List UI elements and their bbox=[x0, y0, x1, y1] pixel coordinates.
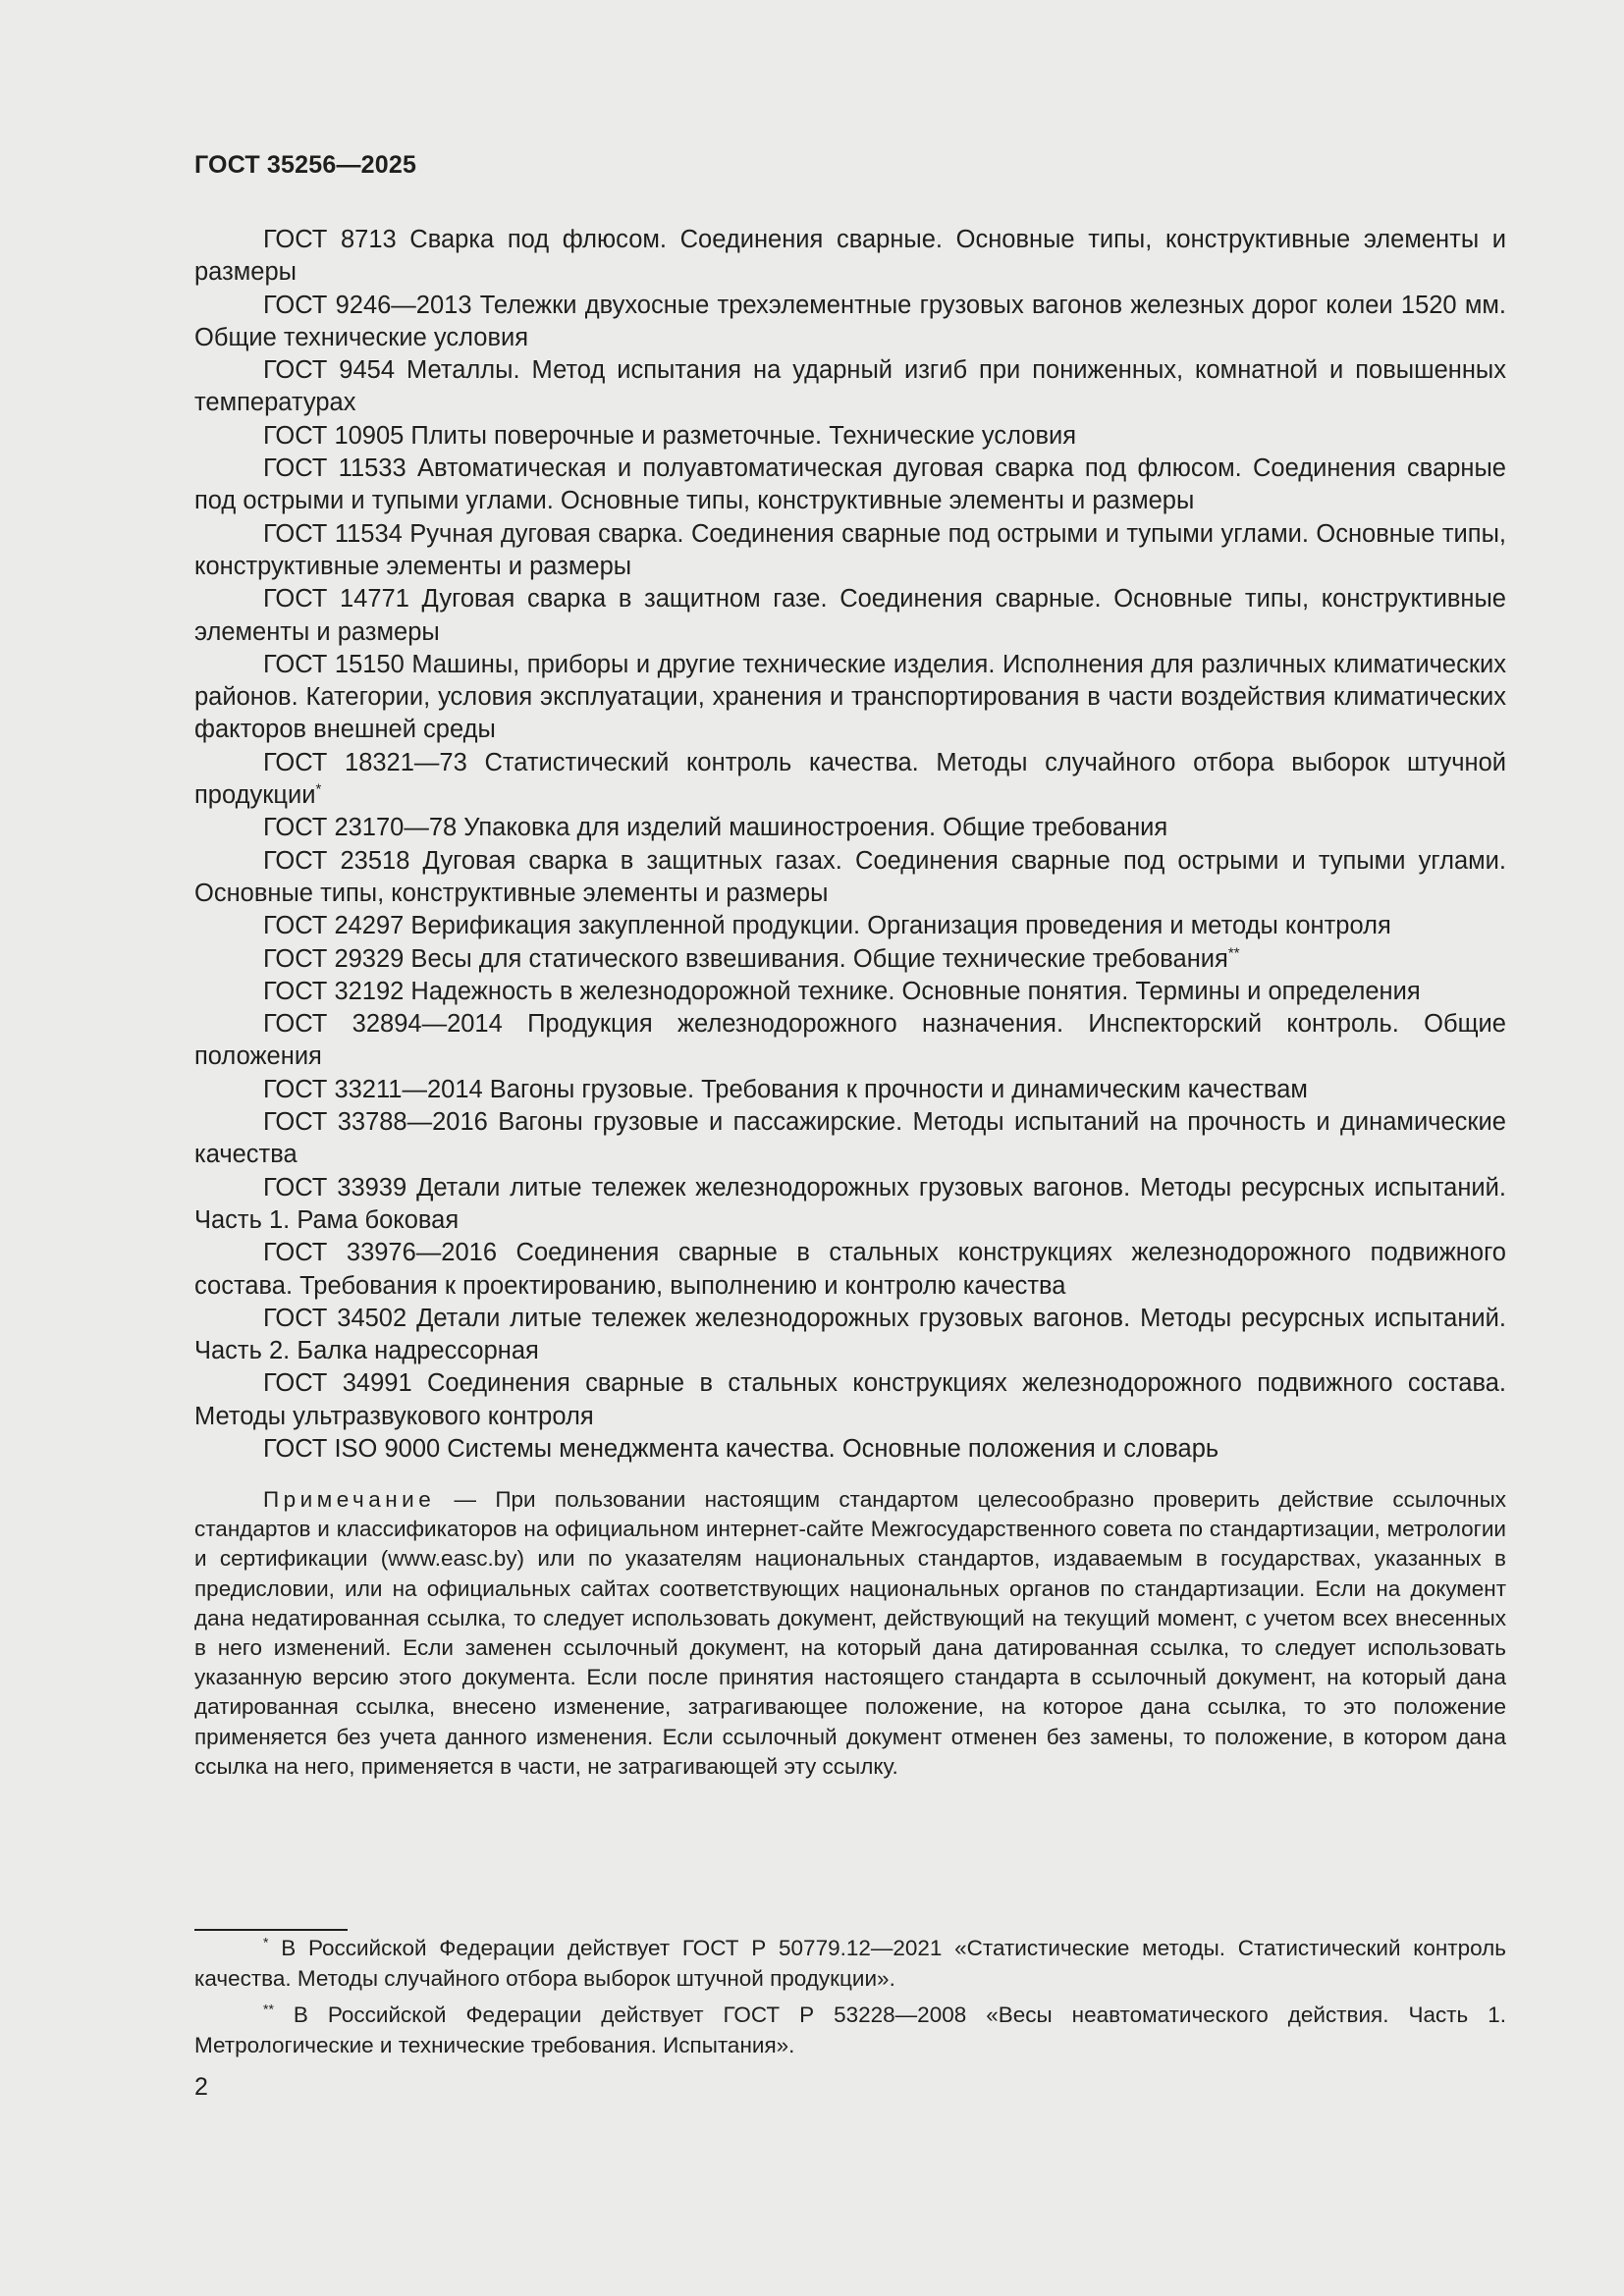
footnote bbox=[194, 1934, 1506, 1994]
note-paragraph bbox=[194, 1485, 1506, 1782]
reference-item bbox=[194, 1303, 1506, 1368]
reference-text: ГОСТ 33788—2016 Вагоны грузовые и пассажирские. Методы испытаний на прочность и динамические качества bbox=[194, 1108, 1506, 1169]
reference-text: ГОСТ 34502 Детали литые тележек железнодорожных грузовых вагонов. Методы ресурсных испытаний. Часть 2. Балка надрессорная bbox=[194, 1304, 1506, 1365]
reference-item bbox=[194, 583, 1506, 649]
footnote-text: В Российской Федерации действует ГОСТ Р 50779.12—2021 «Статистические методы. Статистический контроль качества. Методы случайного отбора выборок штучной продукции». bbox=[194, 1936, 1506, 1991]
reference-item bbox=[194, 354, 1506, 420]
note-text: — При пользовании настоящим стандартом целесообразно проверить действие ссылочных стандартов и классификаторов на официальном интернет-сайте Межгосударственного совета по стандартизации, метрологии и сертификации (www.easc.by) или по указателям национальных стандартов, издаваемым в государствах, указанных в предисловии, или на официальных сайтах соответствующих национальных органов по стандартизации. Если на документ дана недатированная ссылка, то следует использовать документ, действующий на текущий момент, с учетом всех внесенных в него изменений. Если заменен ссылочный документ, на который дана датированная ссылка, то следует использовать указанную версию этого документа. Если после принятия настоящего стандарта в ссылочный документ, на который дана датированная ссылка, внесено изменение, затрагивающее положение, на которое дана ссылка, то это положение применяется без учета данного изменения. Если ссылочный документ отменен без замены, то положение, в котором дана ссылка на него, применяется в части, не затрагивающей эту ссылку. bbox=[194, 1487, 1506, 1779]
reference-item bbox=[194, 1433, 1506, 1466]
reference-item bbox=[194, 1106, 1506, 1172]
reference-text: ГОСТ 9454 Металлы. Метод испытания на ударный изгиб при пониженных, комнатной и повышенных температурах bbox=[194, 356, 1506, 417]
reference-text: ГОСТ 23518 Дуговая сварка в защитных газах. Соединения сварные под острыми и тупыми углами. Основные типы, конструктивные элементы и размеры bbox=[194, 846, 1506, 907]
document-header: ГОСТ 35256—2025 bbox=[194, 151, 417, 179]
reference-item bbox=[194, 910, 1506, 942]
reference-text: ГОСТ 29329 Весы для статического взвешивания. Общие технические требования bbox=[263, 944, 1228, 973]
reference-text: ГОСТ 23170—78 Упаковка для изделий машиностроения. Общие требования bbox=[263, 814, 1168, 842]
reference-item bbox=[194, 812, 1506, 844]
note-label: Примечание bbox=[263, 1487, 436, 1512]
reference-item bbox=[194, 845, 1506, 911]
footnote-mark: ** bbox=[1227, 944, 1240, 962]
footnotes bbox=[194, 1934, 1506, 2067]
reference-text: ГОСТ 33211—2014 Вагоны грузовые. Требования к прочности и динамическим качествам bbox=[263, 1075, 1308, 1103]
reference-text: ГОСТ 9246—2013 Тележки двухосные трехэлементные грузовых вагонов железных дорог колеи 1520 мм. Общие технические условия bbox=[194, 291, 1506, 351]
footnote bbox=[194, 2001, 1506, 2060]
reference-item bbox=[194, 943, 1506, 976]
reference-text: ГОСТ 11533 Автоматическая и полуавтоматическая дуговая сварка под флюсом. Соединения сварные под острыми и тупыми углами. Основные типы, конструктивные элементы и размеры bbox=[194, 454, 1506, 515]
reference-item bbox=[194, 1074, 1506, 1106]
reference-item bbox=[194, 747, 1506, 813]
reference-text: ГОСТ 11534 Ручная дуговая сварка. Соединения сварные под острыми и тупыми углами. Основные типы, конструктивные элементы и размеры bbox=[194, 519, 1506, 580]
reference-item bbox=[194, 1008, 1506, 1074]
reference-item bbox=[194, 1367, 1506, 1433]
footnote-divider bbox=[194, 1929, 348, 1931]
footnote-mark: * bbox=[263, 1934, 269, 1950]
reference-item bbox=[194, 420, 1506, 453]
reference-text: ГОСТ 18321—73 Статистический контроль качества. Методы случайного отбора выборок штучной продукции bbox=[194, 748, 1506, 810]
reference-text: ГОСТ 33976—2016 Соединения сварные в стальных конструкциях железнодорожного подвижного состава. Требования к проектированию, выполнению и контролю качества bbox=[194, 1239, 1506, 1300]
reference-text: ГОСТ 33939 Детали литые тележек железнодорожных грузовых вагонов. Методы ресурсных испытаний. Часть 1. Рама боковая bbox=[194, 1173, 1506, 1234]
footnote-mark: * bbox=[315, 780, 322, 798]
page-number: 2 bbox=[194, 2073, 208, 2101]
reference-text: ГОСТ 8713 Сварка под флюсом. Соединения сварные. Основные типы, конструктивные элементы и размеры bbox=[194, 226, 1506, 287]
reference-item bbox=[194, 290, 1506, 355]
reference-item bbox=[194, 453, 1506, 518]
reference-item bbox=[194, 224, 1506, 290]
reference-text: ГОСТ ISO 9000 Системы менеджмента качества. Основные положения и словарь bbox=[263, 1434, 1219, 1463]
reference-item bbox=[194, 1172, 1506, 1238]
reference-text: ГОСТ 15150 Машины, приборы и другие технические изделия. Исполнения для различных климатических районов. Категории, условия эксплуатации, хранения и транспортирования в части воздействия климатических факторов внешней среды bbox=[194, 650, 1506, 744]
reference-text: ГОСТ 32192 Надежность в железнодорожной технике. Основные понятия. Термины и определения bbox=[263, 977, 1421, 1005]
footnote-text: В Российской Федерации действует ГОСТ Р 53228—2008 «Весы неавтоматического действия. Часть 1. Метрологические и технические требования. Испытания». bbox=[194, 2002, 1506, 2057]
reference-text: ГОСТ 34991 Соединения сварные в стальных конструкциях железнодорожного подвижного состава. Методы ультразвукового контроля bbox=[194, 1369, 1506, 1430]
reference-text: ГОСТ 32894—2014 Продукция железнодорожного назначения. Инспекторский контроль. Общие положения bbox=[194, 1010, 1506, 1071]
reference-text: ГОСТ 24297 Верификация закупленной продукции. Организация проведения и методы контроля bbox=[263, 912, 1391, 940]
reference-item bbox=[194, 976, 1506, 1008]
reference-item bbox=[194, 1237, 1506, 1303]
reference-text: ГОСТ 10905 Плиты поверочные и разметочные. Технические условия bbox=[263, 421, 1077, 450]
normative-references-list bbox=[194, 224, 1506, 1466]
footnote-mark: ** bbox=[263, 2001, 274, 2017]
reference-text: ГОСТ 14771 Дуговая сварка в защитном газе. Соединения сварные. Основные типы, конструктивные элементы и размеры bbox=[194, 585, 1506, 646]
reference-item bbox=[194, 518, 1506, 584]
reference-item bbox=[194, 649, 1506, 747]
